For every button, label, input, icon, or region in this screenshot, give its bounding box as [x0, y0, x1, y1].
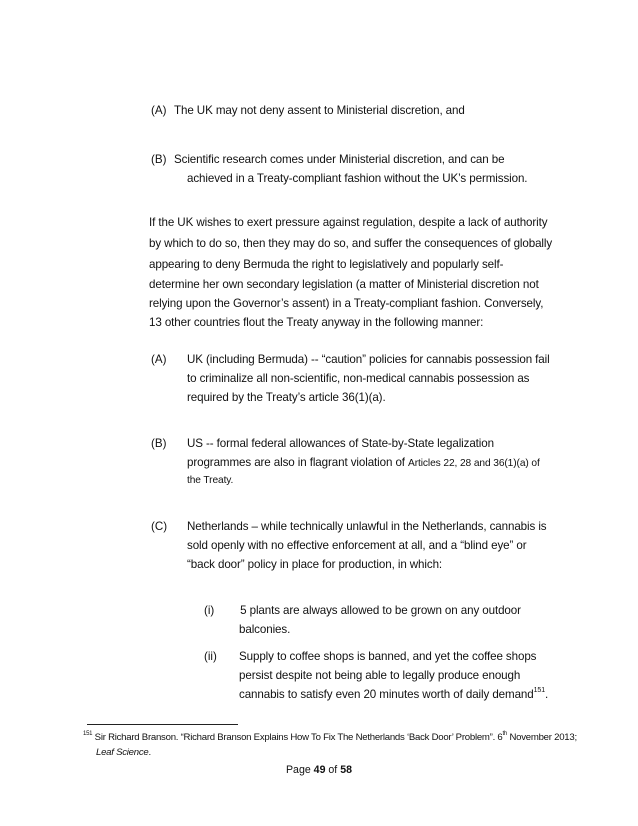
footnote-line — [83, 730, 577, 746]
list-item-text: achieved in a Treaty-compliant fashion without the UK’s permission. — [187, 172, 528, 185]
list-label: (B) — [151, 153, 167, 166]
list-item-text: “back door” policy in place for production, in which: — [187, 558, 443, 571]
paragraph-line: If the UK wishes to exert pressure against regulation, despite a lack of authority — [149, 216, 548, 229]
list-item-text: required by the Treaty’s article 36(1)(a). — [187, 391, 386, 404]
list-item-text: sold openly with no effective enforcement at all, and a “blind eye” or — [187, 539, 527, 552]
list-label: (B) — [151, 437, 167, 450]
footnote-text: Sir Richard Branson. “Richard Branson Explains How To Fix The Netherlands ‘Back Door’ Problem”. 6 — [92, 732, 503, 743]
sublist-item-text: 5 plants are always allowed to be grown on any outdoor — [237, 604, 521, 617]
sublist-label: (ii) — [204, 650, 217, 663]
footnote-line — [96, 745, 151, 761]
current-page: 49 — [313, 764, 326, 776]
list-item-text: to criminalize all non-scientific, non-medical cannabis possession as — [187, 372, 530, 385]
list-label: (C) — [151, 520, 168, 533]
list-item-text: The UK may not deny assent to Ministerial discretion, and — [174, 104, 465, 117]
list-item-text-part: programmes are also in flagrant violation of — [187, 456, 409, 469]
sublist-item-text: Supply to coffee shops is banned, and yet the coffee shops — [239, 650, 537, 663]
list-item-text-part: Articles 22, 28 and 36(1)(a) of — [408, 458, 540, 469]
sublist-item-text — [239, 685, 548, 704]
footnote-number: 151 — [83, 730, 93, 737]
page-number — [0, 764, 638, 776]
paragraph-line: relying upon the Governor’s assent) in a Treaty-compliant fashion. Conversely, — [149, 297, 544, 310]
list-label: (A) — [151, 104, 167, 117]
sublist-item-text: persist despite not being able to legally produce enough — [239, 669, 521, 682]
list-item-text: UK (including Bermuda) -- “caution” policies for cannabis possession fail — [187, 353, 550, 366]
sublist-item-text: balconies. — [239, 623, 291, 636]
page-number-middle: of — [325, 764, 341, 776]
footnote-text: . — [148, 747, 151, 758]
list-label: (A) — [151, 353, 167, 366]
sublist-item-text-part: cannabis to satisfy even 20 minutes worth of daily demand — [239, 688, 534, 701]
list-item-text: Scientific research comes under Ministerial discretion, and can be — [174, 153, 505, 166]
footnote-source: Leaf Science — [96, 747, 149, 758]
footnote-reference[interactable]: 151 — [533, 687, 546, 695]
paragraph-line: determine her own secondary legislation (a matter of Ministerial discretion not — [149, 278, 539, 291]
list-item-text: Netherlands – while technically unlawful in the Netherlands, cannabis is — [187, 520, 547, 533]
list-item-text: the Treaty. — [187, 475, 234, 486]
footnote-separator — [87, 724, 238, 725]
footnote-superscript: th — [502, 730, 508, 737]
paragraph-line: appearing to deny Bermuda the right to legislatively and popularly self- — [149, 258, 504, 271]
page-number-prefix: Page — [285, 764, 314, 776]
sublist-label: (i) — [204, 604, 215, 617]
list-item-text: US -- formal federal allowances of State-by-State legalization — [187, 437, 494, 450]
paragraph-line: by which to do so, then they may do so, and suffer the consequences of globally — [149, 237, 553, 250]
footnote-text: November 2013; — [507, 732, 577, 743]
list-item-text — [187, 453, 540, 473]
total-pages: 58 — [340, 764, 352, 776]
paragraph-line: 13 other countries flout the Treaty anyway in the following manner: — [149, 316, 484, 329]
sublist-item-text-part: . — [545, 688, 549, 701]
